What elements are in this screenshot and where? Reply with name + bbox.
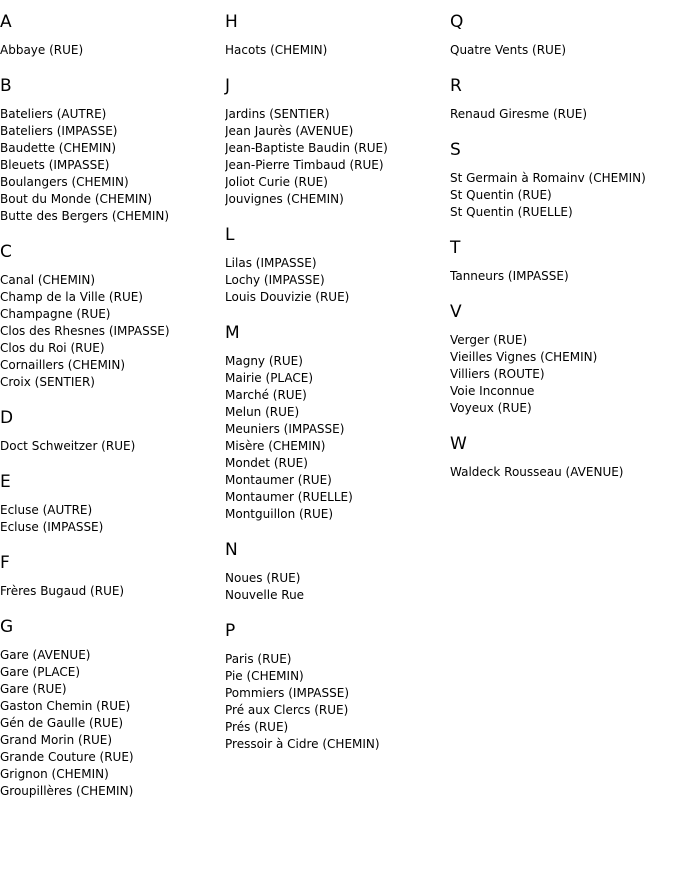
letter-heading: F	[0, 553, 10, 573]
street-link[interactable]: Baudette (CHEMIN)	[0, 141, 117, 155]
street-link[interactable]: Bout du Monde (CHEMIN)	[0, 192, 153, 206]
street-link[interactable]: Gén de Gaulle (RUE)	[0, 716, 124, 730]
street-link[interactable]: Groupillères (CHEMIN)	[0, 784, 134, 798]
street-list	[450, 332, 672, 417]
letter-group-n	[225, 540, 447, 604]
street-link[interactable]: Bateliers (AUTRE)	[0, 107, 107, 121]
street-link[interactable]: Gaston Chemin (RUE)	[0, 699, 131, 713]
index-column	[0, 0, 222, 817]
letter-heading: T	[450, 238, 461, 258]
letter-group-v	[450, 302, 672, 417]
letter-group-g	[0, 617, 222, 800]
street-list	[450, 170, 672, 221]
letter-heading: G	[0, 617, 14, 637]
street-link[interactable]: Montaumer (RUELLE)	[225, 490, 353, 504]
street-link[interactable]: Champagne (RUE)	[0, 307, 111, 321]
letter-group-c	[0, 242, 222, 391]
street-link[interactable]: Verger (RUE)	[450, 333, 528, 347]
street-link[interactable]: Cornaillers (CHEMIN)	[0, 358, 126, 372]
letter-heading: N	[225, 540, 238, 560]
street-link[interactable]: Gare (PLACE)	[0, 665, 81, 679]
street-link[interactable]: Butte des Bergers (CHEMIN)	[0, 209, 170, 223]
letter-heading: L	[225, 225, 235, 245]
letter-heading: C	[0, 242, 12, 262]
street-link[interactable]: Mairie (PLACE)	[225, 371, 314, 385]
letter-heading: S	[450, 140, 461, 160]
letter-group-s	[450, 140, 672, 221]
street-link[interactable]: Renaud Giresme (RUE)	[450, 107, 588, 121]
street-link[interactable]: Nouvelle Rue	[225, 588, 305, 602]
street-list	[0, 42, 222, 59]
street-list	[0, 502, 222, 536]
street-link[interactable]: St Germain à Romainv (CHEMIN)	[450, 171, 646, 185]
street-link[interactable]: Louis Douvizie (RUE)	[225, 290, 350, 304]
street-link[interactable]: Joliot Curie (RUE)	[225, 175, 328, 189]
street-link[interactable]: Gare (RUE)	[0, 682, 67, 696]
street-list	[0, 583, 222, 600]
street-list	[0, 647, 222, 800]
letter-group-e	[0, 472, 222, 536]
street-link[interactable]: Bateliers (IMPASSE)	[0, 124, 118, 138]
letter-heading: J	[225, 76, 231, 96]
street-link[interactable]: Clos des Rhesnes (IMPASSE)	[0, 324, 170, 338]
street-link[interactable]: Pie (CHEMIN)	[225, 669, 304, 683]
letter-heading: P	[225, 621, 236, 641]
street-link[interactable]: Abbaye (RUE)	[0, 43, 84, 57]
letter-group-d	[0, 408, 222, 455]
street-link[interactable]: Champ de la Ville (RUE)	[0, 290, 143, 304]
letter-group-l	[225, 225, 447, 306]
street-link[interactable]: Montaumer (RUE)	[225, 473, 332, 487]
letter-group-b	[0, 76, 222, 225]
street-link[interactable]: Boulangers (CHEMIN)	[0, 175, 129, 189]
street-link[interactable]: Gare (AVENUE)	[0, 648, 91, 662]
street-link[interactable]: Voyeux (RUE)	[450, 401, 532, 415]
letter-heading: B	[0, 76, 12, 96]
street-link[interactable]: Croix (SENTIER)	[0, 375, 95, 389]
letter-heading: V	[450, 302, 462, 322]
street-link[interactable]: Pré aux Clercs (RUE)	[225, 703, 349, 717]
letter-heading: D	[0, 408, 14, 428]
street-link[interactable]: Jardins (SENTIER)	[225, 107, 330, 121]
street-link[interactable]: Misère (CHEMIN)	[225, 439, 326, 453]
letter-heading: Q	[450, 12, 464, 32]
letter-group-w	[450, 434, 672, 481]
street-link[interactable]: Grande Couture (RUE)	[0, 750, 134, 764]
letter-group-r	[450, 76, 672, 123]
street-list	[225, 651, 447, 753]
street-link[interactable]: Grignon (CHEMIN)	[0, 767, 109, 781]
street-list	[450, 106, 672, 123]
street-link[interactable]: Voie Inconnue	[450, 384, 535, 398]
street-link[interactable]: Prés (RUE)	[225, 720, 289, 734]
street-list	[450, 464, 672, 481]
street-list	[0, 106, 222, 225]
street-list	[225, 106, 447, 208]
street-list	[225, 570, 447, 604]
street-link[interactable]: Marché (RUE)	[225, 388, 307, 402]
street-list	[450, 268, 672, 285]
street-link[interactable]: Noues (RUE)	[225, 571, 301, 585]
street-link[interactable]: Jean-Baptiste Baudin (RUE)	[225, 141, 388, 155]
letter-group-f	[0, 553, 222, 600]
street-list	[225, 42, 447, 59]
street-link[interactable]: Lochy (IMPASSE)	[225, 273, 325, 287]
street-link[interactable]: St Quentin (RUELLE)	[450, 205, 573, 219]
street-link[interactable]: Hacots (CHEMIN)	[225, 43, 328, 57]
letter-group-j	[225, 76, 447, 208]
letter-heading: M	[225, 323, 240, 343]
letter-group-m	[225, 323, 447, 523]
letter-group-p	[225, 621, 447, 753]
street-link[interactable]: Paris (RUE)	[225, 652, 292, 666]
street-link[interactable]: Pressoir à Cidre (CHEMIN)	[225, 737, 380, 751]
letter-heading: E	[0, 472, 11, 492]
letter-group-t	[450, 238, 672, 285]
street-list	[225, 353, 447, 523]
letter-heading: W	[450, 434, 467, 454]
street-link[interactable]: Magny (RUE)	[225, 354, 303, 368]
index-column	[225, 0, 447, 770]
letter-heading: R	[450, 76, 462, 96]
street-link[interactable]: Mondet (RUE)	[225, 456, 308, 470]
street-list	[0, 272, 222, 391]
letter-group-q	[450, 12, 672, 59]
street-link[interactable]: Clos du Roi (RUE)	[0, 341, 105, 355]
index-column	[450, 0, 672, 498]
street-link[interactable]: Pommiers (IMPASSE)	[225, 686, 349, 700]
street-link[interactable]: Canal (CHEMIN)	[0, 273, 96, 287]
street-link[interactable]: Tanneurs (IMPASSE)	[450, 269, 569, 283]
street-link[interactable]: Montguillon (RUE)	[225, 507, 334, 521]
street-link[interactable]: Melun (RUE)	[225, 405, 300, 419]
street-link[interactable]: Grand Morin (RUE)	[0, 733, 113, 747]
letter-group-a	[0, 12, 222, 59]
street-link[interactable]: Villiers (ROUTE)	[450, 367, 545, 381]
street-link[interactable]: Waldeck Rousseau (AVENUE)	[450, 465, 624, 479]
street-link[interactable]: Doct Schweitzer (RUE)	[0, 439, 136, 453]
street-list	[450, 42, 672, 59]
street-link[interactable]: Lilas (IMPASSE)	[225, 256, 317, 270]
street-link[interactable]: Ecluse (IMPASSE)	[0, 520, 104, 534]
street-link[interactable]: Vieilles Vignes (CHEMIN)	[450, 350, 598, 364]
letter-heading: A	[0, 12, 12, 32]
street-link[interactable]: Frères Bugaud (RUE)	[0, 584, 125, 598]
letter-heading: H	[225, 12, 238, 32]
street-link[interactable]: Jean Jaurès (AVENUE)	[225, 124, 354, 138]
street-link[interactable]: St Quentin (RUE)	[450, 188, 552, 202]
street-link[interactable]: Ecluse (AUTRE)	[0, 503, 93, 517]
street-link[interactable]: Jouvignes (CHEMIN)	[225, 192, 344, 206]
street-link[interactable]: Meuniers (IMPASSE)	[225, 422, 345, 436]
street-link[interactable]: Bleuets (IMPASSE)	[0, 158, 110, 172]
street-list	[0, 438, 222, 455]
letter-group-h	[225, 12, 447, 59]
street-link[interactable]: Jean-Pierre Timbaud (RUE)	[225, 158, 384, 172]
street-list	[225, 255, 447, 306]
street-link[interactable]: Quatre Vents (RUE)	[450, 43, 567, 57]
